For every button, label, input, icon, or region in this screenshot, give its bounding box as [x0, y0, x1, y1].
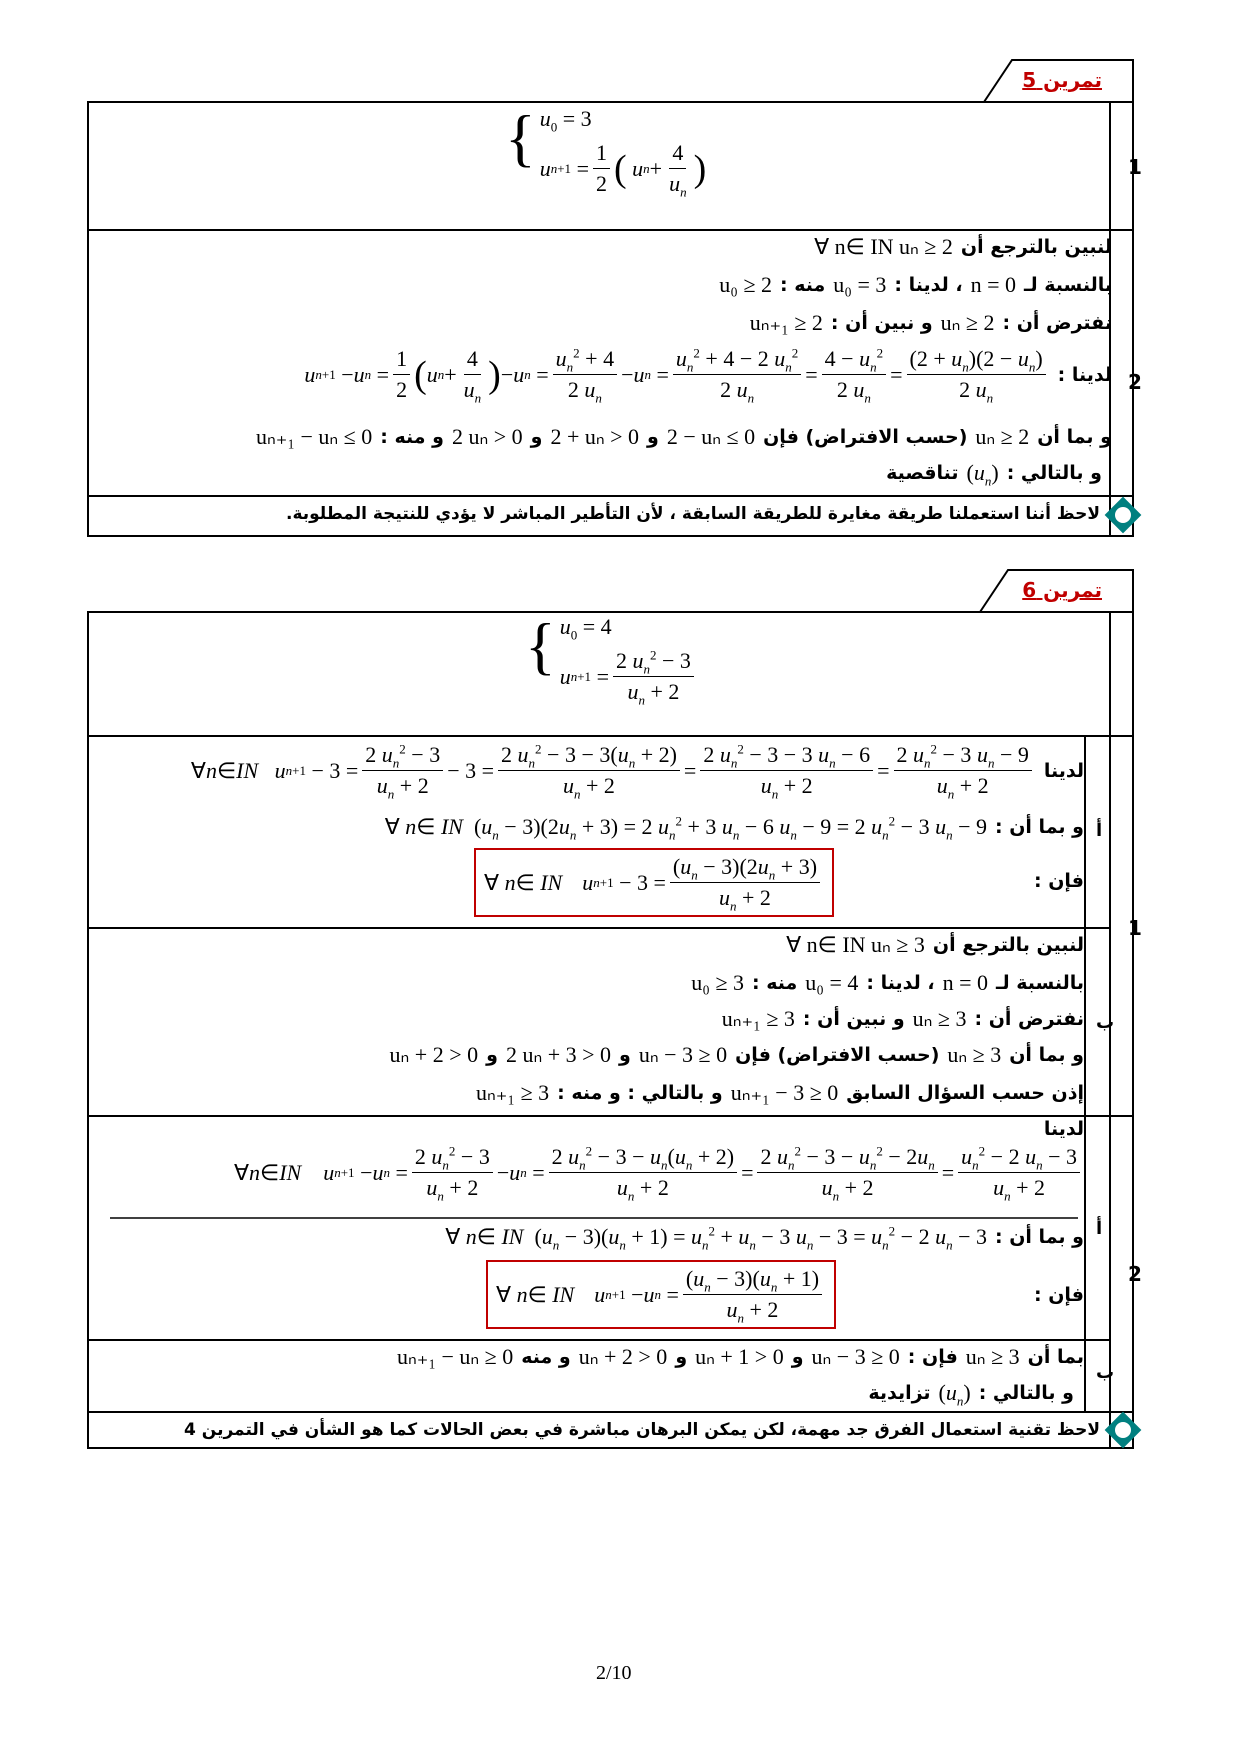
q6-2a-since: و بما أن : — [995, 1226, 1084, 1248]
monotonic-conclusion — [886, 460, 1102, 489]
q6-1b-line1 — [786, 932, 1084, 958]
induction-hypothesis — [750, 310, 1112, 336]
q6-1b-claim-math: ∀ n∈ IN uₙ ≥ 3 — [786, 932, 925, 957]
q6-2b-since: بما أن — [1027, 1346, 1084, 1368]
q6-2b-b: uₙ + 1 > 0 — [695, 1344, 784, 1369]
base-case-text: بالنسبة لـ — [1023, 274, 1112, 296]
q6-1b-line4 — [390, 1042, 1084, 1068]
q6-1b-and-1: و — [619, 1044, 631, 1066]
q6-2a-have — [1044, 1118, 1084, 1140]
sequence-definition: { $u_0 = 3$ u n+1 = $\frac{1}{2}$ ( u n + $\frac{4}{u_n}$ ) — [505, 102, 707, 200]
q6-1b-goal: uₙ₊₁ ≥ 3 — [721, 1006, 795, 1031]
q6-sequence-symbol: $(u_n)$ — [938, 1380, 971, 1409]
sign-by: (حسب الافتراض) فإن — [763, 426, 968, 448]
q6-1b-hyp-math: uₙ ≥ 3 — [912, 1006, 967, 1031]
q6-2a-have-text: لدينا — [1043, 1118, 1084, 1140]
q6-1a-result-box: ∀ n∈ IN u n+1 − 3 = $\frac{(u_n - 3)(2u_n + 3)}{u_n + 2}$ — [474, 848, 834, 917]
question-1-number: 1 — [1128, 155, 1142, 179]
sign-and-1: و — [647, 426, 659, 448]
q6-1b-b: 2 uₙ + 3 > 0 — [505, 1042, 612, 1067]
sign-conclusion — [256, 424, 1112, 450]
q6-1-number: 1 — [1128, 916, 1142, 940]
q6-2b-so: و منه — [521, 1346, 571, 1368]
q6-2b-and-1: و — [791, 1346, 804, 1368]
q6-1b-res-a: uₙ₊₁ − 3 ≥ 0 — [730, 1080, 839, 1105]
page-number: 2/10 — [596, 1662, 632, 1684]
q6-2b-then: فإن : — [907, 1346, 958, 1368]
hypothesis-math: uₙ ≥ 2 — [940, 310, 995, 335]
q6-1b-base-so: منه : — [752, 972, 798, 994]
conclusion-word: تناقصية — [886, 462, 959, 484]
base-case-have: ، لدينا : — [894, 274, 963, 296]
q6-2b-word: تزايدية — [868, 1382, 931, 1404]
exercise-5-title: تمرين 5 — [1022, 68, 1102, 92]
sign-b: 2 + uₙ > 0 — [550, 424, 640, 449]
sequence-symbol: $(u_n)$ — [966, 460, 999, 489]
base-case-so: منه : — [780, 274, 826, 296]
q6-1b-line5 — [476, 1080, 1084, 1106]
q6-2a-formula: ∀ n ∈ IN u n+1 − u n = $\frac{2 u_n^2 - 3}{u_n + 2}$ − u n = $\frac{2 u_n^2 - 3 - u_n(u_n + 2)}{u_n + 2}$ = $\frac{2 u_n^2 - 3 - u_n^2 - 2u_n}{u_n + 2}$ = $\frac{u_n^2 - 2 u_n - 3}{u_n + 2}$ — [234, 1144, 1084, 1201]
q6-2a-result-box: ∀ n∈ IN u n+1 − u n = $\frac{(u_n - 3)(u_n + 1)}{u_n + 2}$ — [486, 1260, 836, 1329]
difference-computation — [304, 345, 1112, 406]
q6-1b-base-u0: u₀ = 4 — [805, 970, 859, 995]
q6-1b-show: و نبين أن : — [802, 1008, 905, 1030]
sign-result: uₙ₊₁ − uₙ ≤ 0 — [255, 424, 373, 449]
q6-1b-so: و بالتالي : و منه : — [557, 1082, 723, 1104]
base-case — [719, 272, 1112, 298]
q6-1b-hyp: نفترض أن : — [974, 1008, 1084, 1030]
exercise-6-title: تمرين 6 — [1022, 578, 1102, 602]
sign-a: 2 − uₙ ≤ 0 — [666, 424, 756, 449]
q6-1a-factor: ∀ n∈ IN $(u_n - 3)(2u_n + 3) = 2$ $u_n^2 + 3$ $u_n - 6$ $u_n - 9 = 2$ $u_n^2 - 3$ $u_n - 9$ — [384, 813, 987, 843]
note-ex5-text: لاحظ أننا استعملنا طريقة مغايرة للطريقة السابقة ، لأن التأطير المباشر لا يؤدي للنتيجة المطلوبة. — [286, 504, 1100, 524]
q6-1a-formula: ∀ n ∈ IN u n+1 − 3 = $\frac{2 u_n^2 - 3}{u_n + 2}$ − 3 = $\frac{2 u_n^2 - 3 - 3(u_n + 2)}{u_n + 2}$ = $\frac{2 u_n^2 - 3 - 3 u_n - 6}{u_n + 2}$ = $\frac{2 u_n^2 - 3 u_n - 9}{u_n + 2}$ — [191, 742, 1036, 799]
hypothesis-text: نفترض أن : — [1002, 312, 1112, 334]
difference-formula: u n+1 − u n = $\frac{1}{2}$ ( u n + $\frac{4}{u_n}$ ) − u n = $\frac{u_n^2 + 4}{2 u_n}$ − u n = $\frac{u_n^2 + 4 - 2 u_n^2}{2 u_n}$ = $\frac{4 - u_n^2}{2 u_n}$ = $\frac{(2 + u_n)(2 - u_n)}{2 u_n}$ — [304, 346, 1049, 403]
q6-2b-and-2: و — [675, 1346, 688, 1368]
exercise-6-header — [1000, 572, 1130, 610]
q6-1a-then-text: فإن : — [1033, 870, 1084, 892]
induction-claim-math: ∀ n∈ IN uₙ ≥ 2 — [814, 234, 953, 259]
q6-2b-line2 — [868, 1380, 1074, 1409]
q6-1b-label: ب — [1096, 1012, 1115, 1033]
q6-1b-since: و بما أن — [1009, 1044, 1084, 1066]
q6-2a-then — [1034, 1284, 1084, 1306]
induction-claim — [814, 234, 1112, 260]
sign-so: و منه : — [380, 426, 444, 448]
q6-1a-since: و بما أن : — [995, 816, 1084, 838]
sequence6-definition: { $u_0 = 4$ u n+1 = $\frac{2 u_n^2 - 3}{u_n + 2}$ — [525, 614, 698, 705]
sign-c: 2 uₙ > 0 — [451, 424, 523, 449]
induction-claim-text: لنبين بالترجع أن — [960, 236, 1112, 258]
q6-1a-line2 — [384, 813, 1084, 843]
q6-1b-by: (حسب الافتراض) فإن — [735, 1044, 940, 1066]
base-case-n: n = 0 — [970, 272, 1016, 297]
q6-2a-then-text: فإن : — [1033, 1284, 1084, 1306]
question-2-number: 2 — [1128, 370, 1142, 394]
q6-1a-have: لدينا — [1043, 759, 1084, 782]
q6-1b-since-hyp: uₙ ≥ 3 — [947, 1042, 1002, 1067]
note-ex6 — [184, 1420, 1100, 1440]
q6-2b-line1 — [397, 1344, 1084, 1370]
q6-2-number: 2 — [1128, 1262, 1142, 1286]
hypothesis-goal: uₙ₊₁ ≥ 2 — [749, 310, 823, 335]
q6-1b-base-res: u₀ ≥ 3 — [691, 970, 745, 995]
q6-1b-therefore: إذن حسب السؤال السابق — [846, 1082, 1084, 1104]
q6-1b-and-2: و — [486, 1044, 498, 1066]
q6-2b-c: uₙ + 2 > 0 — [578, 1344, 668, 1369]
q6-1b-base-n: n = 0 — [942, 970, 988, 995]
sign-hyp: uₙ ≥ 2 — [975, 424, 1030, 449]
q6-1a-line1 — [190, 741, 1084, 802]
conclusion-text: و بالتالي : — [1006, 462, 1102, 484]
q6-1a-label: أ — [1096, 820, 1103, 841]
q6-2b-res: uₙ₊₁ − uₙ ≥ 0 — [396, 1344, 514, 1369]
q6-1b-res: uₙ₊₁ ≥ 3 — [476, 1080, 550, 1105]
note-ex5 — [286, 504, 1100, 524]
hypothesis-show: و نبين أن : — [830, 312, 933, 334]
q6-2a-factor: ∀ n∈ IN $(u_n - 3)(u_n + 1) = u_n^2 + u_n - 3$ $u_n - 3 = u_n^2 - 2$ $u_n - 3$ — [445, 1223, 987, 1253]
sign-since: و بما أن — [1037, 426, 1112, 448]
sign-and-2: و — [530, 426, 543, 448]
note-ex6-text: لاحظ تقنية استعمال الفرق جد مهمة، لكن يمكن البرهان مباشرة في بعض الحالات كما هو الشأن في التمرين 4 — [184, 1420, 1100, 1440]
base-case-result: u₀ ≥ 2 — [719, 272, 773, 297]
q6-1b-claim: لنبين بالترجع أن — [932, 934, 1084, 956]
q6-1b-a: uₙ − 3 ≥ 0 — [638, 1042, 728, 1067]
q6-1b-base-have: ، لدينا : — [866, 972, 935, 994]
q6-1b-base: بالنسبة لـ — [995, 972, 1084, 994]
q6-2a-label: أ — [1096, 1218, 1103, 1239]
q6-2b-label: ب — [1096, 1362, 1115, 1383]
exercise-5-header — [1000, 62, 1130, 100]
q6-2b-a: uₙ − 3 ≥ 0 — [811, 1344, 900, 1369]
q6-2a-line2 — [445, 1223, 1084, 1253]
q6-2a-line1 — [233, 1143, 1084, 1204]
q6-1b-line2 — [691, 970, 1084, 996]
q6-1b-line3 — [722, 1006, 1084, 1032]
q6-1a-then — [1034, 870, 1084, 892]
q6-2b-conclusion: و بالتالي : — [978, 1382, 1074, 1404]
difference-have: لدينا : — [1057, 363, 1112, 386]
base-case-u0: u₀ = 3 — [833, 272, 887, 297]
q6-1b-c: uₙ + 2 > 0 — [389, 1042, 479, 1067]
q6-2b-hyp: uₙ ≥ 3 — [965, 1344, 1020, 1369]
